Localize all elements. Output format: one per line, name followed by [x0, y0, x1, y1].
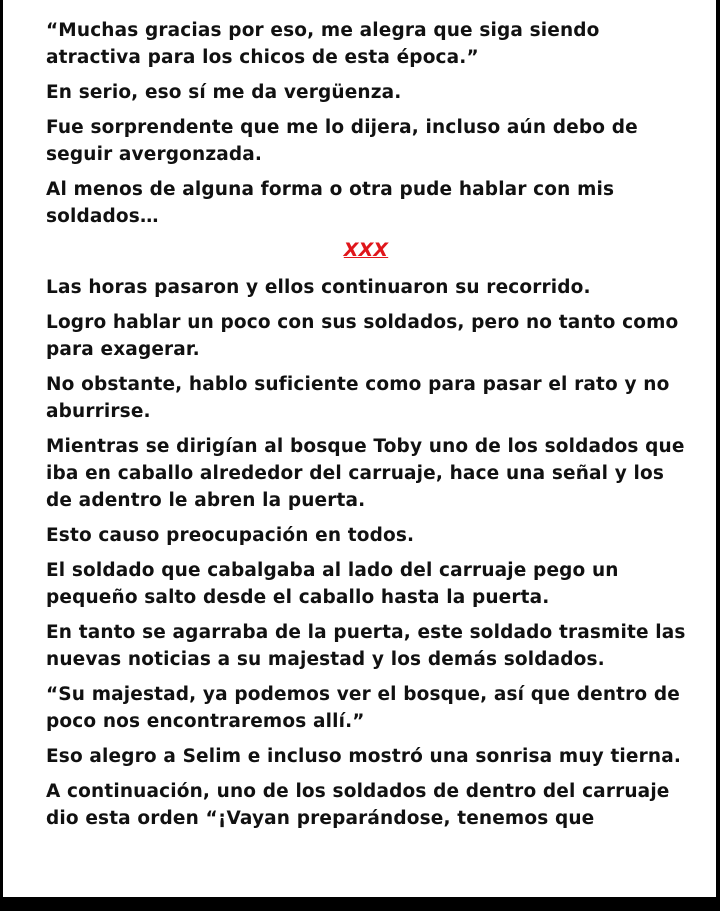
paragraph: Fue sorprendente que me lo dijera, incluso aún debo de seguir avergonzada. [46, 117, 638, 165]
paragraph: Las horas pasaron y ellos continuaron su recorrido. [46, 277, 591, 298]
paragraph: Mientras se dirigían al bosque Toby uno de los soldados que iba en caballo alrededor del carruaje, hace una señal y los de adentro le abren la puerta. [46, 436, 685, 511]
paragraph: El soldado que cabalgaba al lado del carruaje pego un pequeño salto desde el caballo hasta la puerta. [46, 560, 619, 608]
document-text [46, 17, 686, 840]
paragraph: No obstante, hablo suficiente como para pasar el rato y no aburrirse. [46, 374, 670, 422]
paragraph: A continuación, uno de los soldados de dentro del carruaje dio esta orden “¡Vayan preparándose, tenemos que [46, 781, 670, 829]
paragraph: Esto causo preocupación en todos. [46, 525, 415, 546]
paragraph: “Su majestad, ya podemos ver el bosque, así que dentro de poco nos encontraremos allí.” [46, 684, 680, 732]
paragraph: Eso alegro a Selim e incluso mostró una sonrisa muy tierna. [46, 746, 682, 767]
paragraph: Logro hablar un poco con sus soldados, pero no tanto como para exagerar. [46, 312, 679, 360]
scene-separator: XXX [343, 239, 389, 261]
document-page [3, 0, 716, 897]
paragraph: Al menos de alguna forma o otra pude hablar con mis soldados… [46, 179, 615, 227]
paragraph: En tanto se agarraba de la puerta, este soldado trasmite las nuevas noticias a su majestad y los demás soldados. [46, 622, 686, 670]
paragraph: En serio, eso sí me da vergüenza. [46, 82, 402, 103]
paragraph: “Muchas gracias por eso, me alegra que siga siendo atractiva para los chicos de esta época.” [46, 20, 600, 68]
